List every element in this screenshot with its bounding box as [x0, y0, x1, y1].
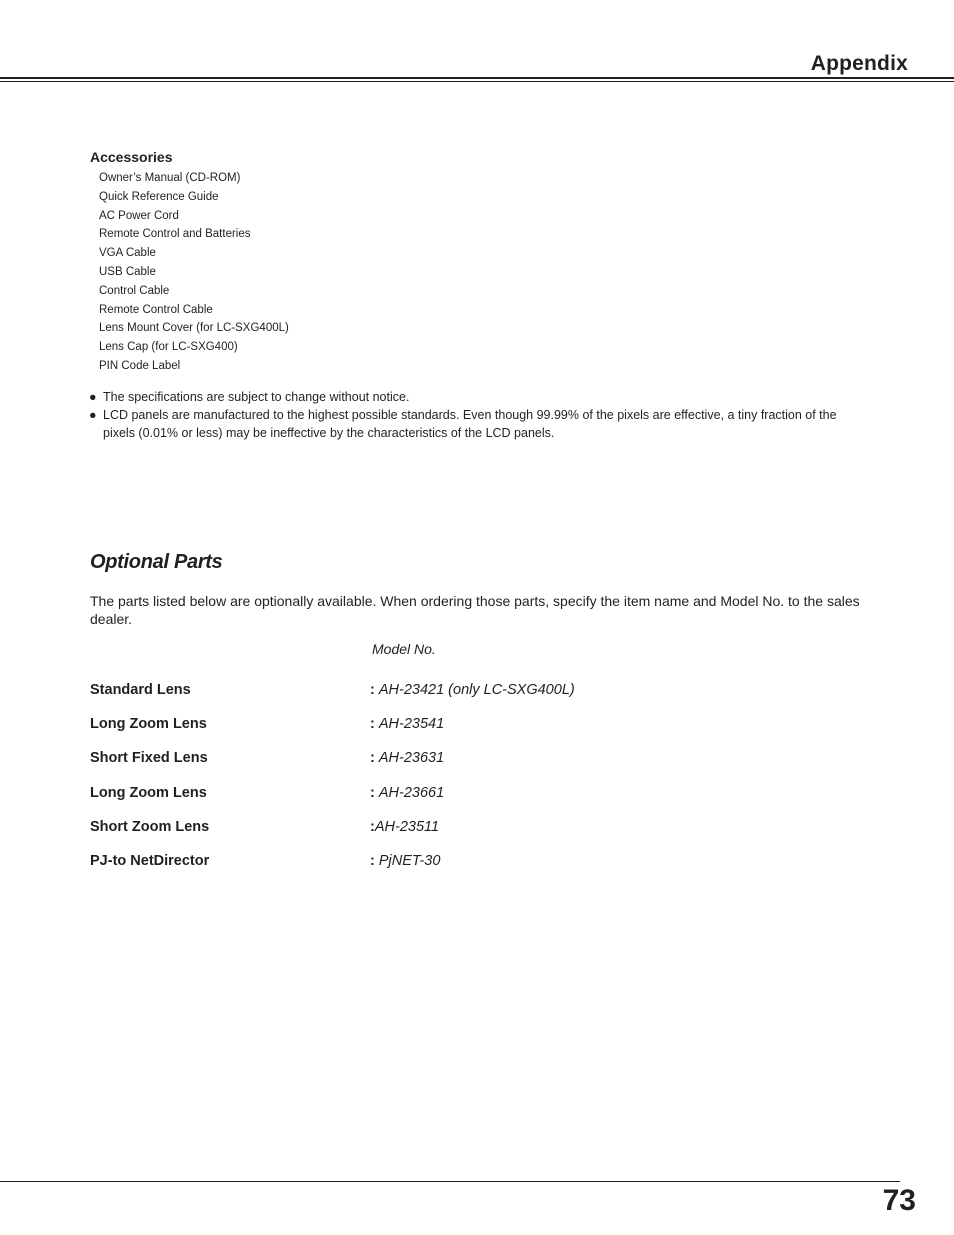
accessory-item: Lens Cap (for LC-SXG400) — [99, 341, 238, 354]
part-row — [90, 819, 790, 853]
footer-rule — [0, 1181, 900, 1182]
part-name: PJ-to NetDirector — [90, 852, 210, 869]
model-number: AH-23631 — [378, 750, 445, 767]
accessories-heading: Accessories — [90, 149, 173, 165]
part-model — [370, 785, 444, 801]
note-text: The specifications are subject to change without notice. — [103, 390, 410, 404]
colon: : — [370, 852, 379, 869]
model-number: AH-23661 — [378, 784, 445, 801]
accessory-item: Lens Mount Cover (for LC-SXG400L) — [99, 322, 289, 335]
accessory-item: PIN Code Label — [99, 359, 181, 372]
colon: : — [370, 818, 375, 835]
part-row — [90, 682, 790, 716]
part-row — [90, 785, 790, 819]
notes-list — [89, 388, 859, 442]
colon: : — [370, 784, 379, 801]
accessory-item: Owner’s Manual (CD-ROM) — [99, 172, 241, 184]
model-number: AH-23421 (only LC-SXG400L) — [378, 682, 575, 698]
accessory-item: USB Cable — [99, 265, 156, 278]
part-model — [370, 819, 439, 835]
part-row — [90, 716, 790, 750]
colon: : — [370, 716, 379, 733]
part-row — [90, 853, 790, 887]
accessory-item: Remote Control Cable — [99, 303, 213, 316]
colon: : — [370, 750, 379, 767]
parts-table — [90, 682, 790, 887]
note-text: LCD panels are manufactured to the highest possible standards. Even though 99.99% of the pixels are effective, a tiny fraction of the pixels (0.01% or less) may be ineffective by the characteristics of the LCD panels. — [103, 408, 837, 440]
part-model — [370, 853, 440, 869]
accessories-list — [99, 169, 289, 376]
part-model — [370, 716, 444, 732]
part-name: Long Zoom Lens — [90, 784, 207, 801]
model-number: AH-23511 — [374, 818, 440, 835]
part-row — [90, 750, 790, 784]
part-name: Short Zoom Lens — [90, 818, 210, 835]
model-number-header: Model No. — [372, 641, 436, 657]
accessory-item: Remote Control and Batteries — [99, 228, 251, 241]
model-number: PjNET-30 — [378, 852, 441, 869]
colon: : — [370, 682, 379, 698]
part-name: Long Zoom Lens — [90, 716, 207, 733]
page-number: 73 — [882, 1184, 916, 1217]
bullet-icon: ● — [89, 390, 97, 404]
section-title: Appendix — [810, 52, 908, 75]
part-name: Short Fixed Lens — [90, 750, 208, 767]
part-model — [370, 750, 444, 766]
header-rule — [0, 77, 954, 79]
optional-parts-intro: The parts listed below are optionally available. When ordering those parts, specify the item name and Model No. to the sales dealer. — [90, 593, 860, 627]
accessory-item: AC Power Cord — [99, 209, 179, 222]
accessory-item: Quick Reference Guide — [99, 190, 219, 203]
note-item — [89, 406, 859, 442]
optional-parts-title: Optional Parts — [90, 551, 223, 573]
header-rule-thin — [0, 81, 954, 82]
bullet-icon: ● — [89, 408, 97, 422]
part-model — [370, 682, 575, 698]
accessory-item: VGA Cable — [99, 247, 156, 260]
accessory-item: Control Cable — [99, 284, 170, 297]
note-item — [89, 388, 859, 406]
part-name: Standard Lens — [90, 682, 191, 698]
model-number: AH-23541 — [378, 716, 445, 733]
